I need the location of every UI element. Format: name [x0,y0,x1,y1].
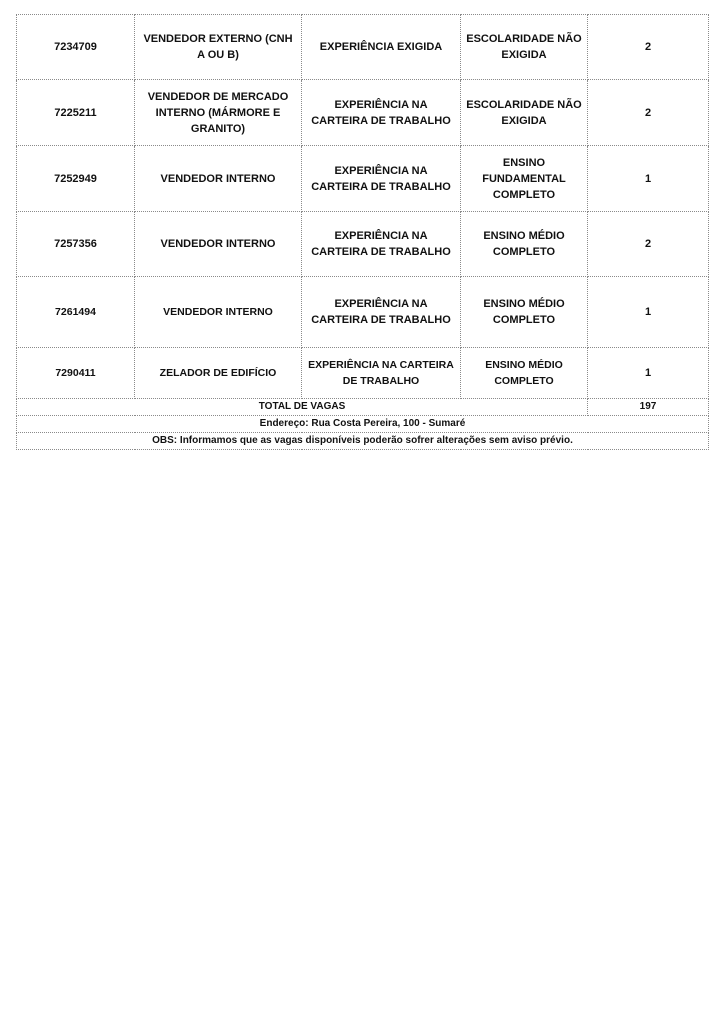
total-row [17,399,709,416]
vacancy-count: 1 [588,277,709,348]
vacancy-code: 7261494 [17,277,135,348]
table-row [17,15,709,80]
experience-cell: EXPERIÊNCIA NA CARTEIRA DE TRABALHO [302,277,461,348]
table-row [17,146,709,212]
vacancy-count: 2 [588,212,709,277]
occupation-cell: VENDEDOR INTERNO [135,212,302,277]
education-cell: ENSINO MÉDIO COMPLETO [461,348,588,399]
observation-note: OBS: Informamos que as vagas disponíveis poderão sofrer alterações sem aviso prévio. [17,433,709,450]
address-row [17,416,709,433]
table-row [17,212,709,277]
occupation-cell: VENDEDOR INTERNO [135,277,302,348]
table-row [17,348,709,399]
note-row [17,433,709,450]
experience-cell: EXPERIÊNCIA NA CARTEIRA DE TRABALHO [302,146,461,212]
experience-cell: EXPERIÊNCIA EXIGIDA [302,15,461,80]
vacancy-count: 2 [588,15,709,80]
education-cell: ENSINO FUNDAMENTAL COMPLETO [461,146,588,212]
vacancy-code: 7252949 [17,146,135,212]
vacancy-code: 7225211 [17,80,135,146]
experience-cell: EXPERIÊNCIA NA CARTEIRA DE TRABALHO [302,80,461,146]
occupation-cell: ZELADOR DE EDIFÍCIO [135,348,302,399]
vacancy-code: 7257356 [17,212,135,277]
education-cell: ESCOLARIDADE NÃO EXIGIDA [461,80,588,146]
address-text: Endereço: Rua Costa Pereira, 100 - Sumaré [17,416,709,433]
table-row [17,80,709,146]
vacancy-count: 1 [588,146,709,212]
experience-cell: EXPERIÊNCIA NA CARTEIRA DE TRABALHO [302,348,461,399]
education-cell: ENSINO MÉDIO COMPLETO [461,277,588,348]
experience-cell: EXPERIÊNCIA NA CARTEIRA DE TRABALHO [302,212,461,277]
education-cell: ENSINO MÉDIO COMPLETO [461,212,588,277]
occupation-cell: VENDEDOR DE MERCADO INTERNO (MÁRMORE E GRANITO) [135,80,302,146]
occupation-cell: VENDEDOR EXTERNO (CNH A OU B) [135,15,302,80]
vacancy-count: 1 [588,348,709,399]
vacancy-count: 2 [588,80,709,146]
occupation-cell: VENDEDOR INTERNO [135,146,302,212]
vacancy-code: 7234709 [17,15,135,80]
table-row [17,277,709,348]
vacancy-code: 7290411 [17,348,135,399]
job-vacancies-sheet [16,14,708,450]
education-cell: ESCOLARIDADE NÃO EXIGIDA [461,15,588,80]
job-vacancies-table [16,14,709,450]
total-label: TOTAL DE VAGAS [17,399,588,416]
total-value: 197 [588,399,709,416]
